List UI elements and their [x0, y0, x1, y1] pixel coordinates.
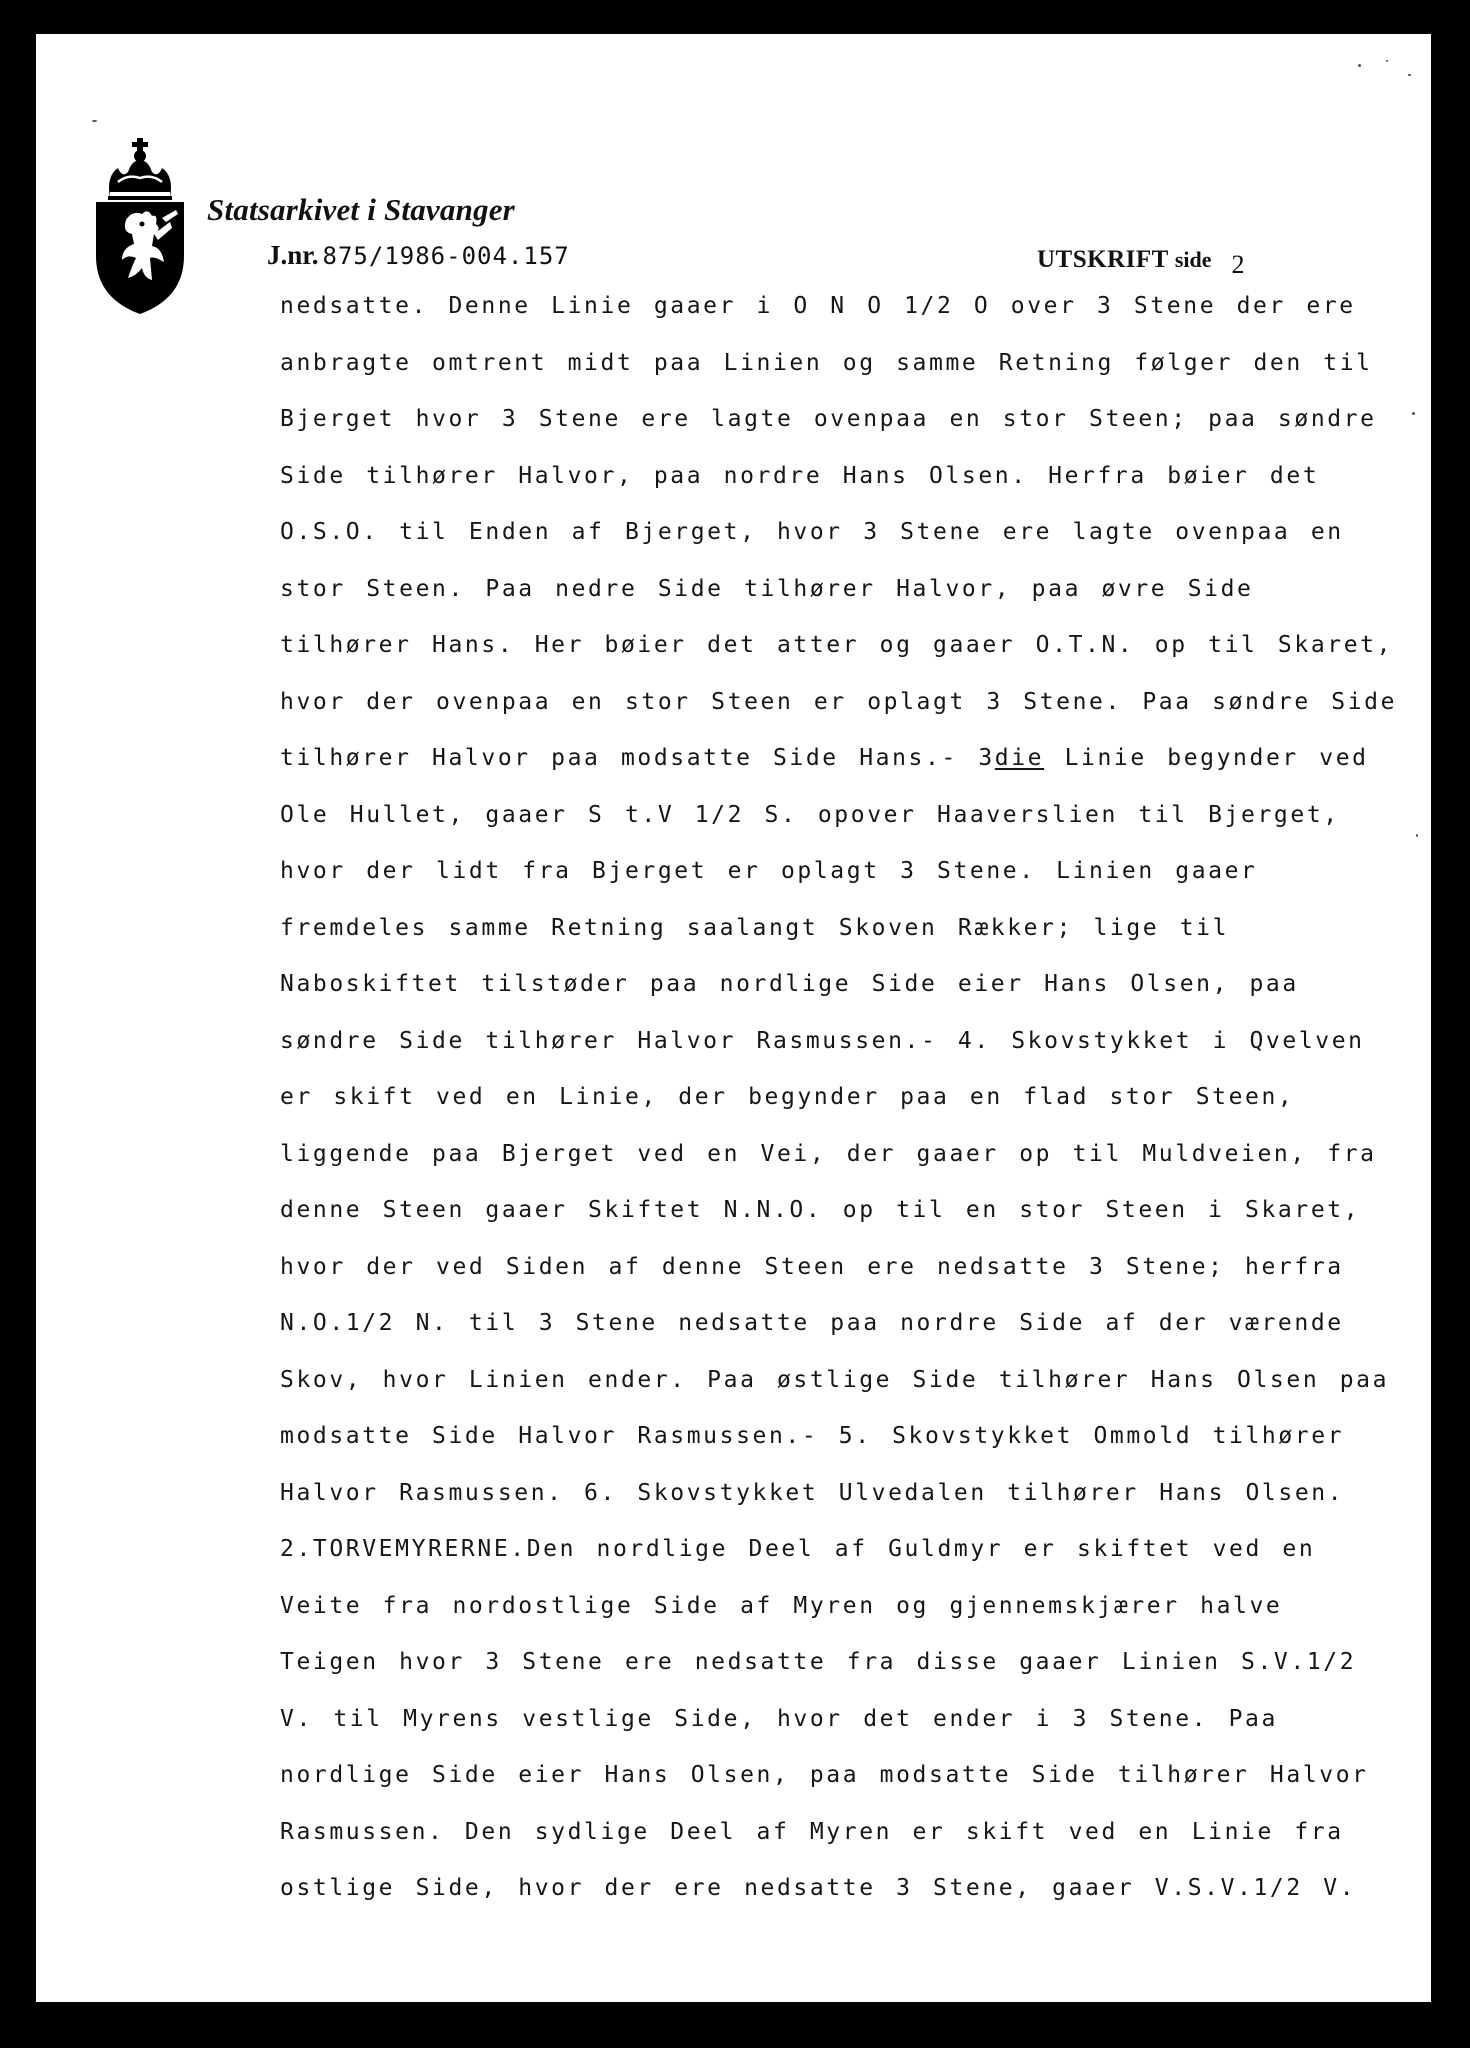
text-line: N.O.1/2 N. til 3 Stene nedsatte paa nordre Side af der værende — [280, 1310, 1344, 1336]
text-line: V. til Myrens vestlige Side, hvor det ender i 3 Stene. Paa — [280, 1705, 1278, 1732]
text-line: ostlige Side, hvor der ere nedsatte 3 Stene, gaaer V.S.V.1/2 V. — [280, 1875, 1357, 1901]
scan-speck — [92, 120, 97, 122]
text-line: Rasmussen. Den sydlige Deel af Myren er skift ved en Linie fra — [280, 1818, 1344, 1845]
text-line: Bjerget hvor 3 Stene ere lagte ovenpaa en stor Steen; paa søndre — [280, 406, 1377, 432]
letterhead — [36, 34, 1431, 334]
norwegian-coat-of-arms-icon — [92, 138, 188, 314]
side-label: side — [1174, 247, 1212, 272]
text-line: Naboskiftet tilstøder paa nordlige Side eier Hans Olsen, paa — [280, 971, 1299, 997]
text-line: Halvor Rasmussen. 6. Skovstykket Ulvedalen tilhører Hans Olsen. — [280, 1479, 1345, 1506]
text-line: fremdeles samme Retning saalangt Skoven Rækker; lige til — [280, 914, 1230, 941]
text-line: nordlige Side eier Hans Olsen, paa modsatte Side tilhører Halvor — [280, 1762, 1369, 1788]
text-line: tilhører Hans. Her bøier det atter og gaaer O.T.N. op til Skaret, — [280, 632, 1394, 658]
scan-speck — [1408, 74, 1411, 76]
scan-speck — [1386, 60, 1388, 62]
text-line: anbragte omtrent midt paa Linien og samme Retning følger den til — [280, 349, 1373, 376]
text-line: nedsatte. Denne Linie gaaer i O N O 1/2 O over 3 Stene der ere — [280, 293, 1356, 319]
text-line: Teigen hvor 3 Stene ere nedsatte fra disse gaaer Linien S.V.1/2 — [280, 1649, 1357, 1675]
document-type-label: UTSKRIFT — [1037, 246, 1169, 273]
text-line: 2.TORVEMYRERNE.Den nordlige Deel af Guldmyr er skiftet ved en — [280, 1536, 1316, 1562]
text-line: tilhører Halvor paa modsatte Side Hans.- 3die Linie begynder ved — [280, 745, 1369, 771]
scan-speck — [1412, 412, 1415, 415]
text-line: Skov, hvor Linien ender. Paa østlige Side tilhører Hans Olsen paa — [280, 1366, 1390, 1393]
archive-name: Statsarkivet i Stavanger — [207, 192, 515, 227]
text-line: Veite fra nordostlige Side af Myren og gjennemskjærer halve — [280, 1592, 1283, 1619]
text-line: Side tilhører Halvor, paa nordre Hans Olsen. Herfra bøier det — [280, 462, 1320, 489]
transcript-body — [280, 292, 1430, 1931]
scan-speck — [1358, 64, 1361, 67]
text-line: hvor der ved Siden af denne Steen ere nedsatte 3 Stene; herfra — [280, 1253, 1344, 1280]
text-line: hvor der ovenpaa en stor Steen er oplagt 3 Stene. Paa søndre Side — [280, 688, 1398, 715]
journal-number: 875/1986-004.157 — [322, 242, 570, 270]
text-line: er skift ved en Linie, der begynder paa en flad stor Steen, — [280, 1084, 1295, 1110]
text-line: liggende paa Bjerget ved en Vei, der gaaer op til Muldveien, fra — [280, 1140, 1377, 1167]
text-line: stor Steen. Paa nedre Side tilhører Halvor, paa øvre Side — [280, 575, 1254, 602]
document-type-heading — [1037, 244, 1245, 279]
text-line: modsatte Side Halvor Rasmussen.- 5. Skovstykket Ommold tilhører — [280, 1423, 1345, 1449]
journal-reference — [267, 240, 570, 271]
page-number: 2 — [1231, 250, 1245, 279]
text-line: Ole Hullet, gaaer S t.V 1/2 S. opover Haaverslien til Bjerget, — [280, 801, 1340, 828]
scan-speck — [1416, 834, 1418, 837]
text-line: denne Steen gaaer Skiftet N.N.O. op til en stor Steen i Skaret, — [280, 1197, 1361, 1223]
journal-label: J.nr. — [267, 240, 319, 270]
text-line: søndre Side tilhører Halvor Rasmussen.- 4. Skovstykket i Qvelven — [280, 1027, 1365, 1054]
text-line: hvor der lidt fra Bjerget er oplagt 3 Stene. Linien gaaer — [280, 858, 1258, 884]
underlined-word: die — [994, 745, 1045, 771]
document-page — [36, 34, 1431, 2002]
text-line: O.S.O. til Enden af Bjerget, hvor 3 Stene ere lagte ovenpaa en — [280, 519, 1344, 545]
